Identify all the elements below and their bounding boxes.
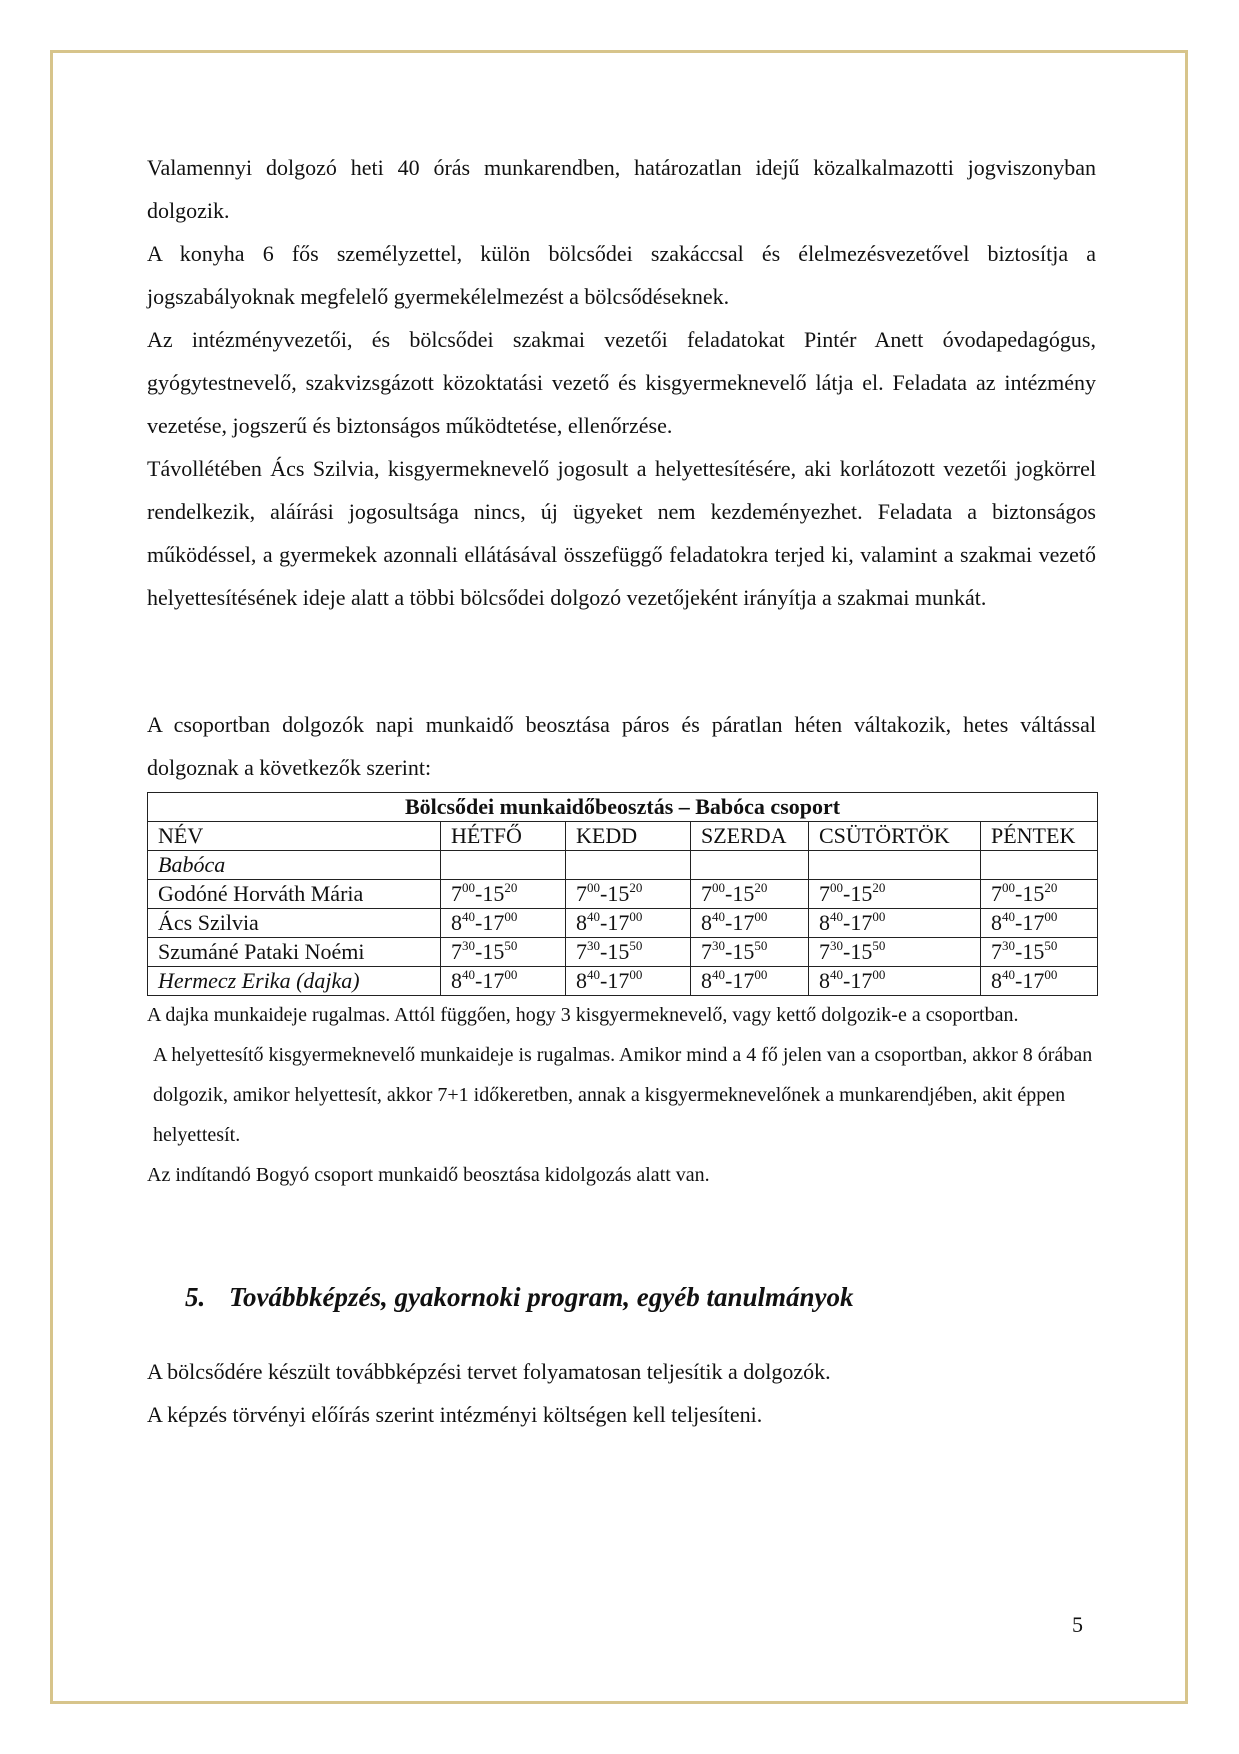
end-hour: 17: [1022, 910, 1045, 935]
start-hour: 8: [576, 910, 587, 935]
header-tuesday: KEDD: [566, 822, 691, 851]
paragraph-staff-hours: Valamennyi dolgozó heti 40 órás munkarendben, határozatlan idejű közalkalmazotti jogviszonyban dolgozik.: [147, 155, 1096, 223]
work-time-cell: $8^{40}-17^{00}$: [809, 967, 981, 996]
end-hour: 17: [850, 910, 873, 935]
end-hour: 17: [607, 968, 630, 993]
end-hour: 17: [732, 968, 755, 993]
start-minute: 00: [712, 880, 725, 895]
start-minute: 40: [712, 909, 725, 924]
start-minute: 40: [830, 967, 843, 982]
start-hour: 8: [451, 968, 462, 993]
paragraph-training-cost: A képzés törvényi előírás szerint intézményi költségen kell teljesíteni.: [147, 1402, 763, 1427]
end-minute: 20: [504, 880, 518, 895]
end-hour: 15: [1022, 939, 1045, 964]
work-time-cell: $7^{30}-15^{50}$: [981, 938, 1098, 967]
end-minute: 20: [1044, 880, 1058, 895]
end-minute: 00: [1044, 909, 1058, 924]
start-minute: 00: [1002, 880, 1015, 895]
note-dajka: A dajka munkaideje rugalmas. Attól függően, hogy 3 kisgyermeknevelő, vagy kettő dolgozik-e a csoportban.: [147, 1004, 1019, 1026]
work-time-cell: $7^{30}-15^{50}$: [566, 938, 691, 967]
work-time-cell: $8^{40}-17^{00}$: [691, 967, 809, 996]
start-hour: 7: [991, 939, 1002, 964]
work-time-cell: $7^{00}-15^{20}$: [691, 880, 809, 909]
end-minute: 20: [629, 880, 643, 895]
end-hour: 17: [482, 910, 505, 935]
empty-cell: [441, 851, 566, 880]
staff-name: Hermecz Erika (dajka): [148, 967, 441, 996]
end-minute: 00: [872, 967, 886, 982]
work-time-cell: $7^{00}-15^{20}$: [441, 880, 566, 909]
end-hour: 17: [732, 910, 755, 935]
work-time-cell: $7^{30}-15^{50}$: [809, 938, 981, 967]
section-number: 5.: [185, 1282, 206, 1312]
section-heading: [185, 1282, 854, 1313]
end-minute: 00: [872, 909, 886, 924]
body-text-bottom: [147, 1350, 1096, 1436]
start-minute: 40: [587, 967, 600, 982]
empty-cell: [566, 851, 691, 880]
header-monday: HÉTFŐ: [441, 822, 566, 851]
note-bogyo: Az indítandó Bogyó csoport munkaidő beosztása kidolgozás alatt van.: [147, 1164, 710, 1186]
header-friday: PÉNTEK: [981, 822, 1098, 851]
start-hour: 7: [701, 939, 712, 964]
start-hour: 8: [451, 910, 462, 935]
work-time-cell: $7^{00}-15^{20}$: [809, 880, 981, 909]
work-time-cell: $8^{40}-17^{00}$: [566, 967, 691, 996]
start-hour: 7: [451, 881, 462, 906]
start-hour: 7: [819, 881, 830, 906]
start-hour: 7: [576, 939, 587, 964]
start-hour: 7: [451, 939, 462, 964]
end-minute: 00: [754, 967, 768, 982]
start-minute: 40: [1002, 909, 1015, 924]
empty-cell: [809, 851, 981, 880]
paragraph-director: Az intézményvezetői, és bölcsődei szakmai vezetői feladatokat Pintér Anett óvodapedagógus, gyógytestnevelő, szakvizsgázott közoktatási vezető és kisgyermeknevelő látja el. Feladata az intézmény vezetése, jogszerű és biztonságos működtetése, ellenőrzése.: [147, 327, 1096, 438]
end-hour: 17: [482, 968, 505, 993]
end-hour: 15: [850, 881, 873, 906]
start-minute: 40: [587, 909, 600, 924]
start-hour: 8: [701, 968, 712, 993]
note-substitute: A helyettesítő kisgyermeknevelő munkaideje is rugalmas. Amikor mind a 4 fő jelen van a csoportban, akkor 8 órában dolgozik, amikor helyettesít, akkor 7+1 időkeretben, annak a kisgyermeknevelőnek a munkarendjében, akit éppen helyettesít.: [153, 1044, 1093, 1146]
start-hour: 7: [991, 881, 1002, 906]
table-row: [148, 967, 1098, 996]
start-hour: 7: [576, 881, 587, 906]
section-title: Továbbképzés, gyakornoki program, egyéb tanulmányok: [229, 1282, 854, 1312]
empty-cell: [981, 851, 1098, 880]
schedule-table: [147, 792, 1098, 996]
work-time-cell: $8^{40}-17^{00}$: [691, 909, 809, 938]
end-minute: 50: [754, 938, 768, 953]
end-minute: 00: [1044, 967, 1058, 982]
end-hour: 15: [607, 881, 630, 906]
end-minute: 00: [629, 909, 643, 924]
end-minute: 20: [872, 880, 886, 895]
header-wednesday: SZERDA: [691, 822, 809, 851]
work-time-cell: $8^{40}-17^{00}$: [566, 909, 691, 938]
end-hour: 17: [850, 968, 873, 993]
start-hour: 8: [701, 910, 712, 935]
start-hour: 8: [819, 968, 830, 993]
work-time-cell: $7^{30}-15^{50}$: [691, 938, 809, 967]
end-hour: 15: [732, 881, 755, 906]
table-row: [148, 880, 1098, 909]
start-minute: 30: [712, 938, 725, 953]
start-hour: 7: [819, 939, 830, 964]
staff-name: Szumáné Pataki Noémi: [148, 938, 441, 967]
work-time-cell: $7^{00}-15^{20}$: [981, 880, 1098, 909]
end-minute: 00: [504, 967, 518, 982]
start-minute: 30: [462, 938, 475, 953]
body-text-top: [147, 146, 1096, 619]
body-text-intro: [147, 703, 1096, 789]
start-hour: 8: [991, 910, 1002, 935]
work-time-cell: $7^{00}-15^{20}$: [566, 880, 691, 909]
table-header-row: [148, 822, 1098, 851]
start-minute: 30: [830, 938, 843, 953]
end-minute: 50: [1044, 938, 1058, 953]
work-time-cell: $8^{40}-17^{00}$: [981, 909, 1098, 938]
work-time-cell: $8^{40}-17^{00}$: [809, 909, 981, 938]
start-minute: 00: [830, 880, 843, 895]
start-hour: 7: [701, 881, 712, 906]
table-group-row: [148, 851, 1098, 880]
end-hour: 17: [1022, 968, 1045, 993]
start-minute: 40: [462, 967, 475, 982]
start-hour: 8: [819, 910, 830, 935]
paragraph-deputy: Távollétében Ács Szilvia, kisgyermeknevelő jogosult a helyettesítésére, aki korlátozott vezetői jogkörrel rendelkezik, aláírási jogosultsága nincs, új ügyeket nem kezdeményezhet. Feladata a biztonságos működéssel, a gyermekek azonnali ellátásával összefüggő feladatokra terjed ki, valamint a szakmai vezető helyettesítésének ideje alatt a többi bölcsődei dolgozó vezetőjeként irányítja a szakmai munkát.: [147, 456, 1096, 610]
end-minute: 00: [629, 967, 643, 982]
paragraph-training-plan: A bölcsődére készült továbbképzési tervet folyamatosan teljesítik a dolgozók.: [147, 1359, 831, 1384]
page-number: 5: [1072, 1612, 1083, 1637]
staff-name: Ács Szilvia: [148, 909, 441, 938]
end-minute: 50: [872, 938, 886, 953]
end-hour: 15: [607, 939, 630, 964]
table-row: [148, 909, 1098, 938]
header-name: NÉV: [148, 822, 441, 851]
end-minute: 20: [754, 880, 768, 895]
end-hour: 15: [850, 939, 873, 964]
start-minute: 30: [1002, 938, 1015, 953]
start-minute: 40: [830, 909, 843, 924]
table-row: [148, 938, 1098, 967]
end-hour: 15: [1022, 881, 1045, 906]
work-time-cell: $8^{40}-17^{00}$: [981, 967, 1098, 996]
group-label: Babóca: [148, 851, 441, 880]
header-thursday: CSÜTÖRTÖK: [809, 822, 981, 851]
start-minute: 40: [1002, 967, 1015, 982]
paragraph-schedule-intro: A csoportban dolgozók napi munkaidő beosztása páros és páratlan héten váltakozik, hetes váltással dolgoznak a következők szerint:: [147, 712, 1096, 780]
table-title: Bölcsődei munkaidőbeosztás – Babóca csoport: [148, 793, 1098, 822]
start-minute: 30: [587, 938, 600, 953]
notes-block: [147, 995, 1096, 1195]
work-time-cell: $8^{40}-17^{00}$: [441, 909, 566, 938]
end-minute: 00: [504, 909, 518, 924]
end-hour: 17: [607, 910, 630, 935]
end-hour: 15: [732, 939, 755, 964]
staff-name: Godóné Horváth Mária: [148, 880, 441, 909]
start-minute: 00: [462, 880, 475, 895]
paragraph-kitchen: A konyha 6 fős személyzettel, külön bölcsődei szakáccsal és élelmezésvezetővel biztosítja a jogszabályoknak megfelelő gyermekélelmezést a bölcsődéseknek.: [147, 241, 1096, 309]
start-minute: 40: [712, 967, 725, 982]
start-hour: 8: [576, 968, 587, 993]
end-hour: 15: [482, 881, 505, 906]
empty-cell: [691, 851, 809, 880]
work-time-cell: $8^{40}-17^{00}$: [441, 967, 566, 996]
end-hour: 15: [482, 939, 505, 964]
start-minute: 40: [462, 909, 475, 924]
end-minute: 00: [754, 909, 768, 924]
start-hour: 8: [991, 968, 1002, 993]
end-minute: 50: [504, 938, 518, 953]
end-minute: 50: [629, 938, 643, 953]
start-minute: 00: [587, 880, 600, 895]
work-time-cell: $7^{30}-15^{50}$: [441, 938, 566, 967]
